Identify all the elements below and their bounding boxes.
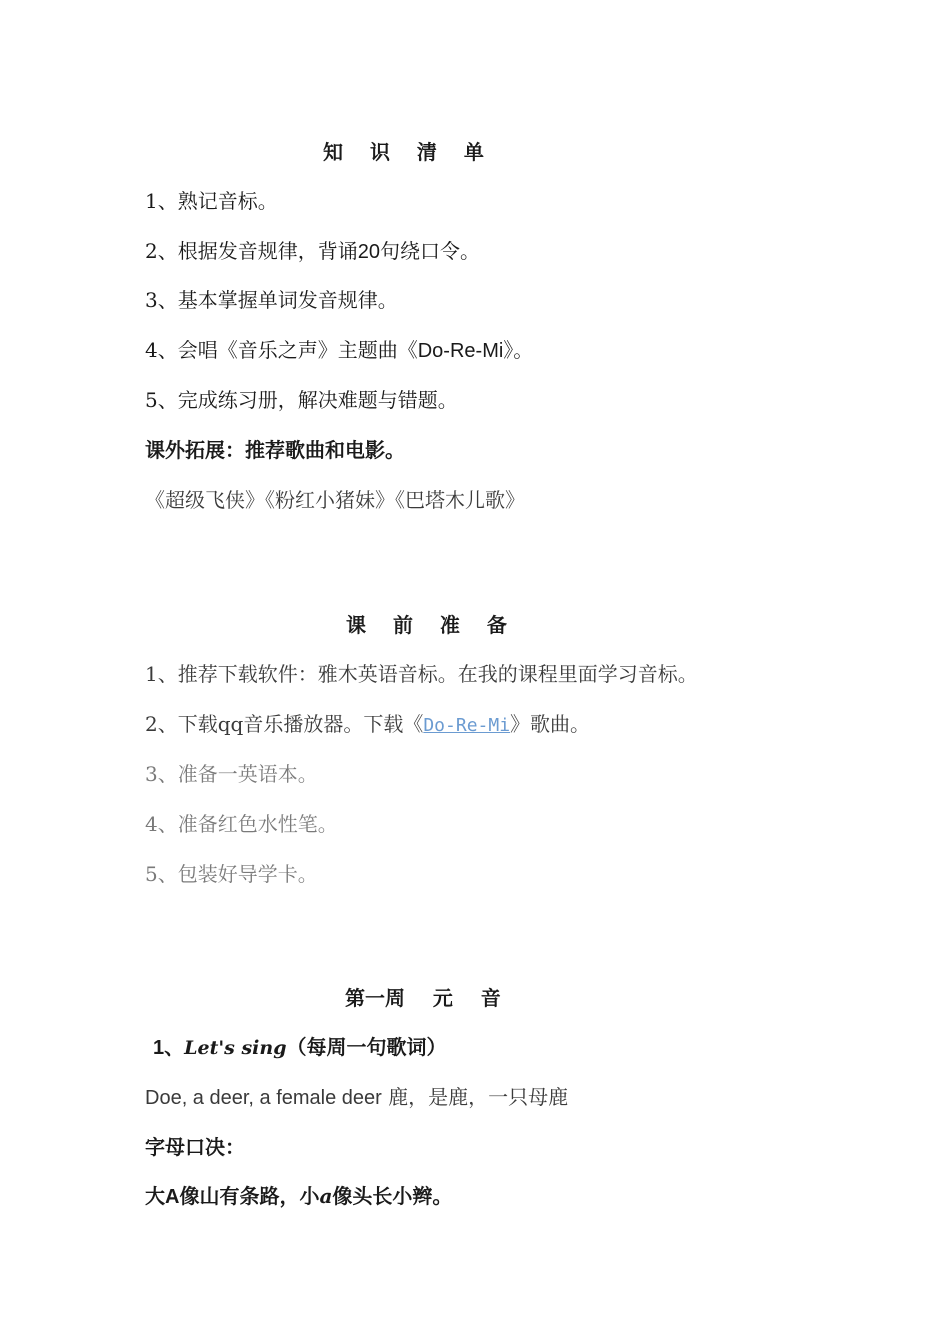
item-text: 会唱《音乐之声》主题曲《 (177, 338, 418, 362)
item-text: 基本掌握单词发音规律。 (177, 288, 398, 312)
item-text: 包装好导学卡。 (177, 862, 318, 886)
mnemonic-heading: 字母口决： (145, 1135, 245, 1159)
letter-capital-a: A (165, 1186, 180, 1208)
item-number: 5、 (145, 388, 178, 412)
item-text: 完成练习册，解决难题与错题。 (177, 388, 458, 412)
item-text: 下载qq音乐播放器。下载《 (177, 712, 424, 736)
prep-item-3 (145, 761, 318, 787)
extension-heading: 课外拓展：推荐歌曲和电影。 (145, 438, 405, 462)
lyric-english: Doe, a deer, a female deer (145, 1087, 382, 1109)
item-number: 1、 (153, 1037, 185, 1059)
prep-item-2 (145, 711, 590, 739)
knowledge-item-3 (145, 287, 398, 313)
item-number: 4、 (145, 338, 178, 362)
knowledge-item-5 (145, 387, 458, 413)
item-number: 3、 (145, 762, 178, 786)
item-number: 5、 (145, 862, 178, 886)
song-title: Do-Re-Mi (417, 340, 504, 362)
item-text: 句绕口令。 (379, 239, 480, 263)
letter-small-a: a (319, 1184, 333, 1208)
knowledge-item-2 (145, 238, 480, 265)
lets-sing-label: Let's sing (184, 1037, 287, 1059)
prep-item-1 (145, 661, 698, 687)
mnemonic-text: 像山有条路，小 (179, 1184, 320, 1208)
item-text: 》歌曲。 (510, 712, 591, 736)
lyric-chinese: 鹿，是鹿，一只母鹿 (381, 1085, 569, 1109)
knowledge-item-1 (145, 188, 278, 214)
lets-sing-heading (153, 1034, 447, 1061)
item-text: 熟记音标。 (177, 189, 278, 213)
item-text: 根据发音规律，背诵 (177, 239, 358, 263)
prep-item-5 (145, 861, 318, 887)
item-text: 准备红色水性笔。 (177, 812, 338, 836)
item-number: 1、 (145, 189, 178, 213)
item-text: 准备一英语本。 (177, 762, 318, 786)
item-number: 4、 (145, 812, 178, 836)
item-text: 推荐下载软件：雅木英语音标。在我的课程里面学习音标。 (177, 662, 698, 686)
prep-item-4 (145, 811, 338, 837)
item-number-value: 20 (357, 241, 380, 263)
song-link[interactable]: Do-Re-Mi (423, 715, 511, 736)
knowledge-item-4 (145, 337, 533, 364)
section-title-week-one: 第一周 元 音 (345, 986, 501, 1010)
extension-list: 《超级飞侠》《粉红小猪妹》《巴塔木儿歌》 (145, 488, 525, 512)
mnemonic-text: 像头长小辫。 (332, 1184, 453, 1208)
mnemonic-text: 大 (145, 1184, 165, 1208)
mnemonic-line (145, 1183, 452, 1210)
section-title-knowledge-list: 知 识 清 单 (323, 140, 494, 164)
item-text: 》。 (503, 338, 534, 362)
section-title-preparation: 课 前 准 备 (346, 613, 517, 637)
item-number: 2、 (145, 712, 178, 736)
item-number: 2、 (145, 239, 178, 263)
lyric-line (145, 1084, 568, 1111)
item-number: 1、 (145, 662, 178, 686)
item-number: 3、 (145, 288, 178, 312)
lets-sing-note: （每周一句歌词） (286, 1035, 447, 1059)
